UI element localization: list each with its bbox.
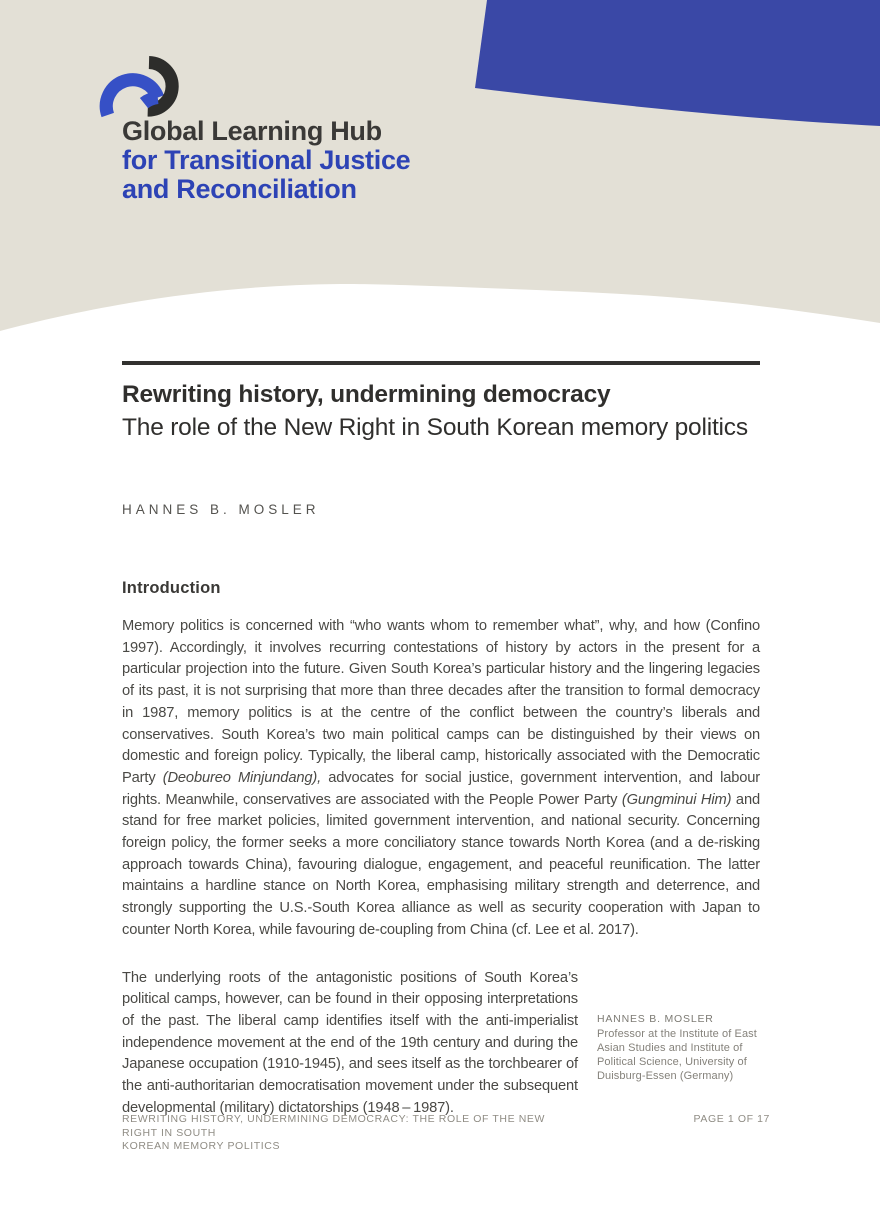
page-number-indicator: PAGE 1 OF 17	[693, 1113, 770, 1125]
article-author: HANNES B. MOSLER	[122, 502, 320, 517]
paragraph-1-text: Memory politics is concerned with “who wants whom to remember what”, why, and how (Confino 1997). Accordingly, it involves recurring contestations of history by actors in the present for a particular projection into the future. Given South Korea’s particular history and the lingering legacies of its past, it is not surprising that more than three decades after the transition to formal democracy in 1987, memory politics is at the centre of the conflict between the country’s liberals and conservatives. South Korea’s two main political camps can be distinguished by their views on domestic and foreign policy. Typically, the liberal camp, historically associated with the Democratic Party	[122, 618, 760, 786]
paragraph-2	[122, 968, 760, 1120]
author-note-line2: Asian Studies and Institute of	[597, 1042, 743, 1055]
paragraph-1-text-2: advocates for social justice, government intervention, and labour rights. Meanwhile, conservatives are associated with the People Power Party	[122, 769, 761, 808]
brand-name: Global Learning Hub	[122, 116, 382, 146]
footer-running-title	[122, 1113, 562, 1154]
author-note-line1: Professor at the Institute of East	[597, 1028, 757, 1041]
body-text	[122, 616, 760, 1145]
paragraph-1-italic-party-1: (Deobureo Minjundang),	[162, 769, 322, 786]
brand-subtitle-line1: for Transitional Justice	[122, 145, 411, 175]
author-note-name: HANNES B. MOSLER	[597, 1012, 714, 1025]
brand-logo	[97, 55, 410, 204]
footer-running-title-line2: KOREAN MEMORY POLITICS	[122, 1140, 281, 1152]
interlocking-arcs-icon	[99, 55, 179, 125]
article-subtitle: The role of the New Right in South Korean memory politics	[122, 414, 748, 441]
article-title: Rewriting history, undermining democracy	[122, 381, 611, 408]
paragraph-1-italic-party-2: (Gungminui Him)	[621, 791, 732, 808]
brand-wordmark	[122, 117, 410, 204]
paragraph-1-text-3: and stand for free market policies, limited government intervention, and national security. Concerning foreign policy, the former seeks a more conciliatory stance towards North Korea (and a de-risking approach towards China), favouring dialogue, engagement, and peaceful reunification. The latter maintains a hardline stance on North Korea, emphasising military strength and deterrence, and strongly supporting the U.S.-South Korea alliance as well as security cooperation with Japan to counter North Korea, while favouring de-coupling from China (cf. Lee et al. 2017).	[122, 791, 760, 938]
author-note-line4: Duisburg-Essen (Germany)	[597, 1069, 734, 1082]
paragraph-1	[122, 616, 760, 942]
brand-subtitle-line2: and Reconciliation	[122, 174, 357, 204]
footer-running-title-line1: REWRITING HISTORY, UNDERMINING DEMOCRACY: THE ROLE OF THE NEW RIGHT IN SOUTH	[122, 1113, 546, 1139]
section-heading-introduction: Introduction	[122, 579, 221, 597]
title-divider-rule	[122, 361, 760, 365]
page-footer	[122, 1113, 770, 1154]
paragraph-2-text: The underlying roots of the antagonistic positions of South Korea’s political camps, however, can be found in their opposing interpretations of the past. The liberal camp identifies itself with the anti-imperialist independence movement at the end of the 19th century and during the Japanese occupation (1910-1945), and sees itself as the torchbearer of the anti-authoritarian democratisation movement under the subsequent developmental (military) dictatorships (1948 – 1987).	[122, 969, 578, 1116]
author-note-line3: Political Science, University of	[597, 1055, 747, 1068]
author-affiliation-note	[597, 1013, 760, 1084]
